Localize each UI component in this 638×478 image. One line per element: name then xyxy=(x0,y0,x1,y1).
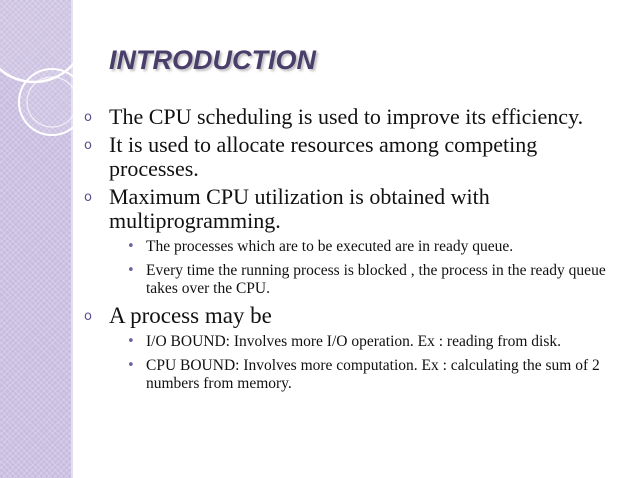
sub-bullet-marker-icon: • xyxy=(127,263,135,278)
sub-bullet-item xyxy=(84,262,614,298)
sub-bullet-text: I/O BOUND: Involves more I/O operation. Ex : reading from disk. xyxy=(146,333,561,350)
bullet-text: Maximum CPU utilization is obtained with multiprogramming. xyxy=(109,184,490,233)
bullet-marker-icon: o xyxy=(84,190,92,205)
bullet-marker-icon: o xyxy=(84,309,92,324)
slide-content xyxy=(84,105,614,399)
bullet-text: It is used to allocate resources among competing processes. xyxy=(109,132,538,181)
sub-bullet-marker-icon: • xyxy=(127,239,135,254)
bullet-item xyxy=(84,133,614,181)
slide-title: INTRODUCTION xyxy=(109,45,316,75)
bullet-item xyxy=(84,185,614,233)
sub-bullet-marker-icon: • xyxy=(127,358,135,373)
bullet-marker-icon: o xyxy=(84,138,92,153)
sub-bullet-item xyxy=(84,333,614,351)
sub-bullet-text: The processes which are to be executed are in ready queue. xyxy=(146,238,514,255)
bullet-item xyxy=(84,304,614,328)
bullet-item xyxy=(84,105,614,129)
bullet-text: A process may be xyxy=(109,303,272,328)
sub-bullet-item xyxy=(84,238,614,256)
sub-bullet-list xyxy=(84,238,614,298)
sub-bullet-text: Every time the running process is blocked , the process in the ready queue takes over the CPU. xyxy=(146,262,606,297)
sub-bullet-item xyxy=(84,357,614,393)
bullet-text: The CPU scheduling is used to improve its efficiency. xyxy=(109,104,584,129)
bullet-marker-icon: o xyxy=(84,110,92,125)
sub-bullet-marker-icon: • xyxy=(127,334,135,349)
sub-bullet-list xyxy=(84,333,614,393)
sub-bullet-text: CPU BOUND: Involves more computation. Ex : calculating the sum of 2 numbers from memory. xyxy=(146,357,600,392)
